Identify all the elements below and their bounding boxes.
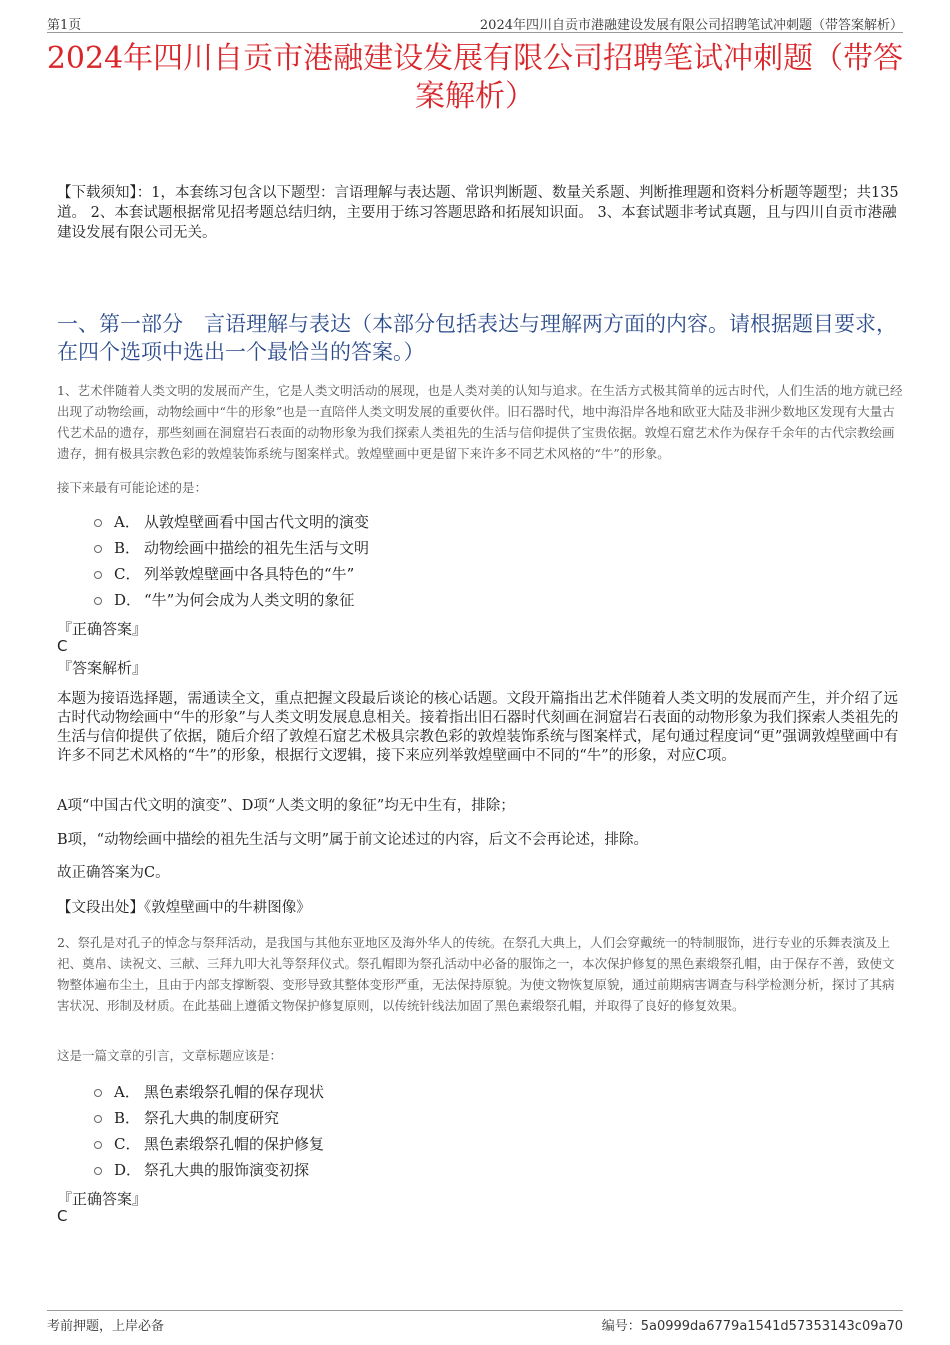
radio-icon[interactable] <box>94 1141 102 1149</box>
source-citation: 【文段出处】《敦煌壁画中的牛耕图像》 <box>57 900 311 916</box>
answer-label: 『正确答案』 <box>57 620 148 638</box>
document-title: 2024年四川自贡市港融建设发展有限公司招聘笔试冲刺题（带答案解析） <box>46 41 904 114</box>
radio-icon[interactable] <box>94 519 102 527</box>
option-d[interactable]: D． “牛”为何会成为人类文明的象征 <box>94 586 369 612</box>
option-d[interactable]: D． 祭孔大典的服饰演变初探 <box>94 1156 324 1182</box>
question-1-prompt: 接下来最有可能论述的是： <box>57 480 208 495</box>
question-1-options <box>94 508 369 612</box>
radio-icon[interactable] <box>94 597 102 605</box>
question-2-stem: 2、祭孔是对孔子的悼念与祭拜活动，是我国与其他东亚地区及海外华人的传统。在祭孔大典上，人们会穿戴统一的特制服饰，进行专业的乐舞表演及上祀、奠帛、读祝文、三献、三拜九叩大礼等祭拜仪式。祭孔帽即为祭孔活动中必备的服饰之一，本次保护修复的黑色素缎祭孔帽，由于保存不善，致使文物整体遍布尘土，且由于内部支撑断裂、变形导致其整体变形严重，无法保持原貌。为使文物恢复原貌，通过前期病害调查与科学检测分析，探讨了其病害状况、形制及材质。在此基础上遵循文物保护修复原则，以传统针线法加固了黑色素缎祭孔帽，并取得了良好的修复效果。 <box>57 935 895 1013</box>
answer-value: C <box>57 1207 68 1225</box>
header-doc-title: 2024年四川自贡市港融建设发展有限公司招聘笔试冲刺题（带答案解析） <box>479 18 903 33</box>
option-b[interactable]: B． 祭孔大典的制度研究 <box>94 1104 324 1130</box>
analysis-text-2: A项“中国古代文明的演变”、D项“人类文明的象征”均无中生有，排除； <box>57 798 515 814</box>
analysis-label: 『答案解析』 <box>57 659 148 677</box>
footer-code-value: 5a0999da6779a1541d57353143c09a70 <box>640 1319 903 1334</box>
section-heading: 一、第一部分 言语理解与表达（本部分包括表达与理解两方面的内容。请根据题目要求，在四个选项中选出一个最恰当的答案。） <box>57 312 897 364</box>
question-2-options <box>94 1078 324 1182</box>
analysis-text-3: B项，“动物绘画中描绘的祖先生活与文明”属于前文论述过的内容，后文不会再论述，排除。 <box>57 832 648 848</box>
question-2-prompt: 这是一篇文章的引言，文章标题应该是： <box>57 1048 283 1063</box>
footer-code-label: 编号： <box>601 1319 641 1334</box>
page-number: 第1页 <box>47 18 82 33</box>
option-c[interactable]: C． 列举敦煌壁画中各具特色的“牛” <box>94 560 369 586</box>
footer-slogan: 考前押题，上岸必备 <box>47 1319 165 1334</box>
radio-icon[interactable] <box>94 1089 102 1097</box>
radio-icon[interactable] <box>94 545 102 553</box>
radio-icon[interactable] <box>94 571 102 579</box>
footer-code <box>602 1315 903 1334</box>
option-b[interactable]: B． 动物绘画中描绘的祖先生活与文明 <box>94 534 369 560</box>
analysis-text: 本题为接语选择题，需通读全文，重点把握文段最后谈论的核心话题。文段开篇指出艺术伴随着人类文明的发展而产生，并介绍了远古时代动物绘画中“牛的形象”与人类文明发展息息相关。接着指出旧石器时代刻画在洞窟岩石表面的动物形象为我们探索人类祖先的生活与信仰提供了依据，随后介绍了敦煌石窟艺术极具宗教色彩的敦煌装饰系统与图案样式，尾句通过程度词“更”强调敦煌壁画中有许多不同艺术风格的“牛”的形象，根据行文逻辑，接下来应列举敦煌壁画中不同的“牛”的形象，对应C项。 <box>57 691 899 764</box>
page-footer <box>47 1310 903 1334</box>
answer-value: C <box>57 637 68 655</box>
option-a[interactable]: A． 黑色素缎祭孔帽的保存现状 <box>94 1078 324 1104</box>
download-notice: 【下载须知】：1，本套练习包含以下题型：言语理解与表达题、常识判断题、数量关系题、判断推理题和资料分析题等题型；共135道。 2、本套试题根据常见招考题总结归纳，主要用于练习答题思路和拓展知识面。 3、本套试题非考试真题，且与四川自贡市港融建设发展有限公司无关。 <box>57 185 899 241</box>
option-a[interactable]: A． 从敦煌壁画看中国古代文明的演变 <box>94 508 369 534</box>
option-c[interactable]: C． 黑色素缎祭孔帽的保护修复 <box>94 1130 324 1156</box>
question-1-stem: 1、艺术伴随着人类文明的发展而产生，它是人类文明活动的展现，也是人类对美的认知与追求。在生活方式极其简单的远古时代，人们生活的地方就已经出现了动物绘画，动物绘画中“牛的形象”也是一直陪伴人类文明发展的重要伙伴。旧石器时代，地中海沿岸各地和欧亚大陆及非洲少数地区发现有大量古代艺术品的遗存，那些刻画在洞窟岩石表面的动物形象为我们探索人类祖先的生活与信仰提供了宝贵依据。敦煌石窟艺术作为保存千余年的古代宗教绘画遗存，拥有极具宗教色彩的敦煌装饰系统与图案样式。敦煌壁画中更是留下来许多不同艺术风格的“牛”的形象。 <box>57 383 903 461</box>
page-header <box>47 12 903 33</box>
answer-label: 『正确答案』 <box>57 1190 148 1208</box>
radio-icon[interactable] <box>94 1167 102 1175</box>
radio-icon[interactable] <box>94 1115 102 1123</box>
analysis-text-4: 故正确答案为C。 <box>57 865 170 881</box>
